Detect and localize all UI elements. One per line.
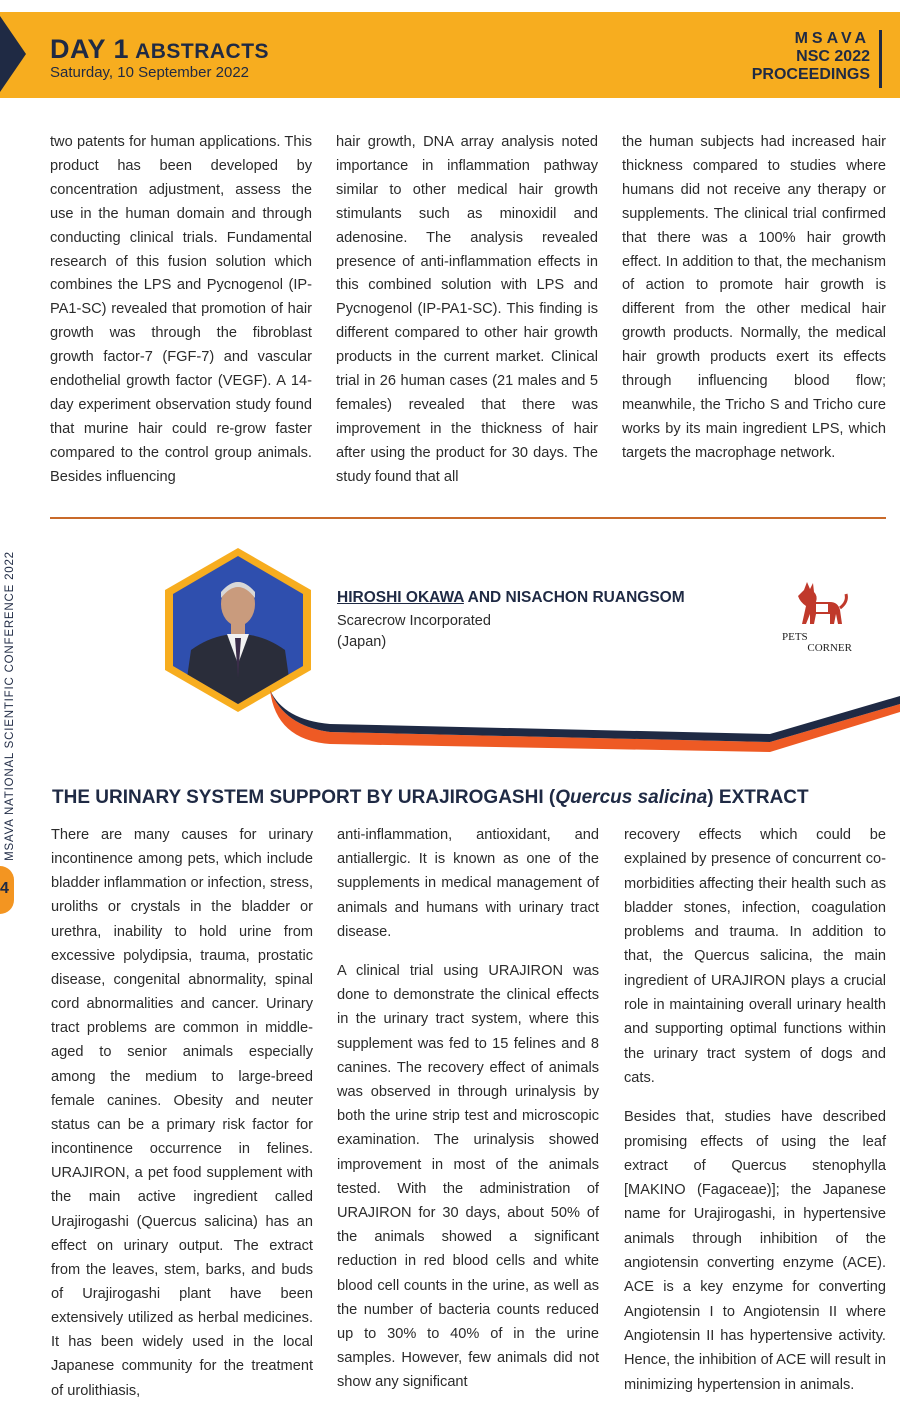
proceedings-label: PROCEEDINGS bbox=[751, 66, 870, 83]
article-col2 bbox=[337, 823, 599, 1395]
author-names bbox=[337, 589, 685, 607]
author-affiliation-block bbox=[337, 611, 491, 653]
top-article-col3-text: the human subjects had increased hair thickness compared to studies where humans did not receive any therapy or supplements. The clinical trial confirmed that there was a 100% hair growth effect. In addition to that, the mechanism of action to promote hair growth is different from the other medical hair growth products. Normally, the medical hair growth products exert its effects through influencing blood flow; meanwhile, the Tricho S and Tricho cure works by its main ingredient LPS, which targets the macrophage network. bbox=[622, 134, 886, 461]
top-article-col3 bbox=[622, 131, 886, 466]
proceedings-block bbox=[752, 30, 870, 84]
header-date: Saturday, 10 September 2022 bbox=[50, 64, 250, 81]
article-col3-p2: Besides that, studies have described promising effects of using the leaf extract of Quercus stenophylla [MAKINO (Fagaceae)]; the Japanese name for Urajirogashi, in hypertensive animals through inhibition of the angiotensin converting enzyme (ACE). ACE is a key enzyme for converting Angiotensin I to Angiotensin II where Angiotensin II has hypertensive activity. Hence, the inhibition of ACE will result in minimizing hypertension in animals. bbox=[624, 1109, 886, 1393]
top-article-col2-text: hair growth, DNA array analysis noted importance in inflammation pathway similar to other medical hair growth stimulants such as minoxidil and adenosine. The analysis revealed presence of anti-inflammation effects in this combined solution with LPS and Pycnogenol (IP-PA1-SC). This finding is different compared to other hair growth products in the current market. Clinical trial in 26 human cases (21 males and 5 females) revealed that there was improvement in the thickness of hair after using the product for 30 days. The study found that all bbox=[336, 134, 598, 485]
top-article-col1-text: two patents for human applications. This product has been developed by concentration adjustment, assess the use in the human domain and through conducting clinical trials. Fundamental research of this fusion solution which combines the LPS and Pycnogenol (IP-PA1-SC) revealed that promotion of hair growth was through the fibroblast growth factor-7 (FGF-7) and vascular endothelial growth factor (VEGF). A 14-day experiment observation study found that murine hair could re-grow faster compared to the control group animals. Besides influencing bbox=[50, 134, 312, 485]
top-article-col2 bbox=[336, 131, 598, 490]
dog-icon bbox=[776, 580, 856, 636]
article-title-post: ) EXTRACT bbox=[707, 787, 809, 808]
header-arrow-notch bbox=[0, 16, 26, 92]
article-title bbox=[52, 787, 809, 809]
author-rest: AND NISACHON RUANGSOM bbox=[463, 589, 685, 606]
proceedings-bar bbox=[879, 30, 882, 88]
article-col3-p1: recovery effects which could be explained by presence of concurrent co-morbidities affecting their health such as bladder stones, infection, coagulation problems and trauma. In addition to that, the Quercus salicina, the main ingredient of URAJIRON plays a crucial role in maintaining overall urinary health and supporting optimal functions within the urinary tract system of dogs and cats. bbox=[624, 827, 886, 1086]
author-country: (Japan) bbox=[337, 634, 387, 650]
author-first: HIROSHI OKAWA bbox=[337, 589, 464, 606]
article-col1-text: There are many causes for urinary incontinence among pets, which include bladder inflammation or infection, stress, uroliths or crystals in the bladder or urethra, inability to hold urine from excessive polydipsia, trauma, prostatic disease, congenital abnormality, spinal cord abnormalities and cancer. Urinary tract problems are common in middle-aged to senior animals especially among the medium to large-breed female canines. Obesity and neuter status can be a primary risk factor for incontinence occurrence in felines. URAJIRON, a pet food supplement with the main active ingredient called Urajirogashi (Quercus salicina) has an effect on urinary output. The extract from the leaves, stem, barks, and buds of Urajirogashi plant have been extensively utilized as herbal medicines. It has been widely used in the local Japanese community for the treatment of urolithiasis, bbox=[51, 827, 313, 1399]
section-divider bbox=[50, 517, 886, 519]
logo-line2: CORNER bbox=[807, 642, 852, 654]
pets-corner-wordmark bbox=[782, 632, 852, 654]
proceedings-org: MSAVA bbox=[794, 30, 870, 47]
top-article-col1 bbox=[50, 131, 312, 490]
section-label: ABSTRACTS bbox=[135, 40, 270, 63]
author-affiliation: Scarecrow Incorporated bbox=[337, 613, 491, 629]
day-label: DAY 1 bbox=[50, 34, 130, 64]
article-title-pre: THE URINARY SYSTEM SUPPORT BY URAJIROGASHI ( bbox=[52, 787, 556, 808]
logo-line1: PETS bbox=[782, 631, 808, 643]
conference-sidebar-label: MSAVA NATIONAL SCIENTIFIC CONFERENCE 2022 bbox=[4, 551, 16, 861]
proceedings-event: NSC 2022 bbox=[796, 48, 870, 65]
article-col3 bbox=[624, 823, 886, 1397]
day-title bbox=[50, 34, 269, 65]
page-number: 4 bbox=[0, 880, 9, 897]
article-col1 bbox=[51, 823, 313, 1403]
article-title-species: Quercus salicina bbox=[555, 787, 708, 808]
article-col2-p1: anti-inflammation, antioxidant, and antiallergic. It is known as one of the supplements in medical management of animals and humans with urinary tract disease. bbox=[337, 827, 599, 940]
article-col2-p2: A clinical trial using URAJIRON was done to demonstrate the clinical effects in the urinary tract system, where this supplement was fed to 15 felines and 8 canines. The recovery effect of animals was observed in through urinalysis by both the urine strip test and microscopic examination. The urinalysis showed improvement in most of the animals tested. With the administration of URAJIRON for 30 days, about 50% of the animals showed a significant reduction in red blood cells and white blood cell counts in the urine, as well as the number of bacteria counts reduced up to 30% to 40% of in the urine samples. However, few animals did not show any significant bbox=[337, 963, 599, 1391]
decorative-swoosh bbox=[270, 660, 900, 760]
